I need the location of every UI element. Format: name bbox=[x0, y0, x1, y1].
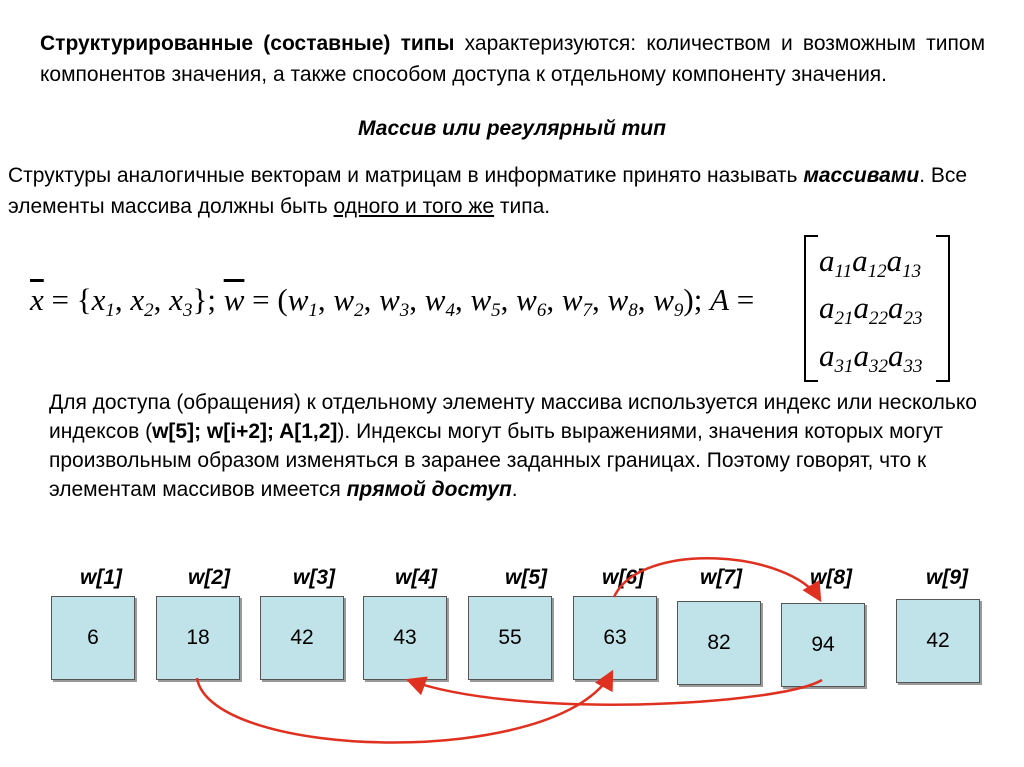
direct-access-term: прямой доступ bbox=[346, 478, 512, 501]
index-label-3: w[3] bbox=[293, 566, 335, 589]
w-element-7: w bbox=[561, 282, 583, 317]
intro-rest: характеризуются: количеством и возможным типом компонентов значения, а также способом доступа к отдельному компоненту значения. bbox=[40, 32, 986, 86]
formula-line: $\overline{x} = \{x_1$, $x_2$, $x_3$}; $\overline{w} = (w_1$, $w_2$, $w_3$, $w_4$, $w_5$, $w_6$, $w_7$, $w_8$, $w_9$); A = bbox=[30, 282, 755, 321]
arrays-text-3: типа. bbox=[494, 195, 551, 218]
array-cell-6: 63 bbox=[573, 596, 657, 680]
matrix-a-symbol: A bbox=[710, 282, 729, 317]
w-element-3: w bbox=[379, 282, 400, 317]
matrix-entry-31: $a_{31}$ bbox=[819, 338, 854, 377]
arrays-text-1: Структуры аналогичные векторам и матрицам в информатике принято называть bbox=[8, 164, 804, 187]
w-element-9: w bbox=[653, 282, 674, 317]
matrix-entry-23: $a_{23}$ bbox=[888, 290, 923, 329]
matrix-entry-11: $a_{11}$ bbox=[819, 243, 853, 282]
matrix-entry-32: $a_{32}$ bbox=[853, 338, 888, 377]
w-sub-1: 1 bbox=[308, 300, 318, 321]
array-cell-5: 55 bbox=[468, 596, 552, 680]
w-sub-8: 8 bbox=[628, 300, 638, 321]
index-label-4: w[4] bbox=[395, 566, 437, 589]
array-cell-7: 82 bbox=[677, 601, 761, 685]
matrix-entry-22: $a_{22}$ bbox=[853, 290, 888, 329]
w-sub-9: 9 bbox=[673, 300, 684, 321]
matrix-entry-21: $a_{21}$ bbox=[819, 290, 854, 329]
intro-bold-term: Структурированные (составные) типы bbox=[40, 32, 455, 55]
index-text-1: Для доступа (обращения) к отдельному элементу массива используется индекс или несколько индексов ( bbox=[49, 391, 977, 443]
index-text-2: ). Индексы могут быть выражениями, значения которых могут произвольным образом изменяться в заранее заданных границах. Поэтому говорят, что к элементам массивов имеется bbox=[49, 420, 943, 501]
array-cell-1: 6 bbox=[51, 596, 135, 680]
arrow-w8-to-w4 bbox=[408, 680, 822, 705]
w-element-list: $w_1$, $w_2$, $w_3$, $w_4$, $w_5$, $w_6$, $w_7$, $w_8$, $w_9$ bbox=[287, 282, 684, 321]
vector-w-symbol: $\overline{w}$ bbox=[223, 282, 245, 317]
array-cell-4: 43 bbox=[363, 596, 447, 680]
w-sub-7: 7 bbox=[582, 300, 592, 321]
w-sub-6: 6 bbox=[536, 300, 547, 321]
index-label-9: w[9] bbox=[926, 566, 968, 589]
same-type-underlined: одного и того же bbox=[333, 195, 495, 218]
w-element-4: w bbox=[424, 282, 446, 317]
x-sub-2: 2 bbox=[144, 300, 154, 321]
index-examples: w[5]; w[i+2]; A[1,2] bbox=[152, 420, 338, 443]
x-element-3: x bbox=[169, 282, 183, 317]
index-label-2: w[2] bbox=[188, 566, 230, 589]
array-cell-2: 18 bbox=[156, 596, 240, 680]
arrow-w6-to-w8 bbox=[614, 558, 820, 600]
index-text-3: . bbox=[511, 478, 518, 501]
arrays-text-2: . Все элементы массива должны быть bbox=[8, 164, 968, 218]
array-cell-9: 42 bbox=[896, 599, 980, 683]
index-label-8: w[8] bbox=[810, 566, 852, 589]
index-label-5: w[5] bbox=[505, 566, 547, 589]
index-label-6: w[6] bbox=[602, 566, 644, 589]
x-sub-3: 3 bbox=[182, 300, 193, 321]
index-label-1: w[1] bbox=[80, 566, 122, 589]
w-element-8: w bbox=[607, 282, 629, 317]
section-heading: Массив или регулярный тип bbox=[358, 117, 666, 140]
x-element-1: x bbox=[91, 282, 106, 317]
w-element-6: w bbox=[516, 282, 537, 317]
vector-x-symbol: $\overline{x}$ bbox=[30, 282, 44, 317]
array-cell-8: 94 bbox=[781, 603, 865, 687]
x-element-2: x bbox=[130, 282, 145, 317]
index-label-7: w[7] bbox=[700, 566, 742, 589]
arrow-w2-to-w6 bbox=[197, 672, 612, 743]
w-element-1: w bbox=[287, 282, 309, 317]
arrays-term: массивами bbox=[803, 164, 920, 187]
w-sub-3: 3 bbox=[399, 300, 410, 321]
w-element-5: w bbox=[470, 282, 492, 317]
x-sub-1: 1 bbox=[105, 300, 115, 321]
w-element-2: w bbox=[333, 282, 355, 317]
w-sub-5: 5 bbox=[491, 300, 501, 321]
array-cell-3: 42 bbox=[260, 596, 344, 680]
matrix-entry-12: $a_{12}$ bbox=[852, 243, 887, 282]
w-sub-4: 4 bbox=[445, 300, 455, 321]
w-sub-2: 2 bbox=[354, 300, 364, 321]
matrix-entry-33: $a_{33}$ bbox=[888, 338, 923, 377]
matrix-entry-13: $a_{13}$ bbox=[886, 243, 922, 282]
